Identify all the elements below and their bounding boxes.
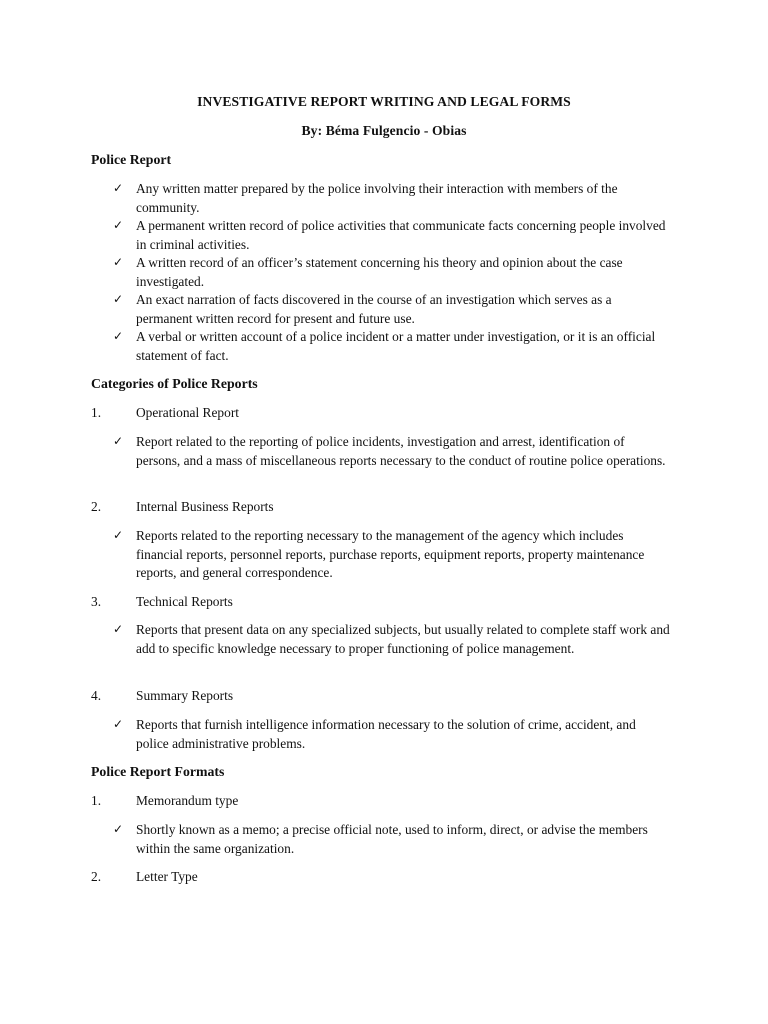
item-number: 3. bbox=[91, 594, 102, 609]
section-heading-police-report: Police Report bbox=[91, 152, 172, 167]
item-label: Letter Type bbox=[136, 869, 198, 884]
bullet-text: A verbal or written account of a police incident or a matter under investigation, or it is an official statement of fact. bbox=[136, 329, 656, 363]
police-report-bullet-list bbox=[111, 180, 671, 365]
bullet-text: An exact narration of facts discovered in the course of an investigation which serves as a permanent written record for present and future use. bbox=[136, 292, 612, 326]
list-item bbox=[111, 716, 671, 753]
section-heading-categories: Categories of Police Reports bbox=[91, 376, 258, 391]
item-label: Summary Reports bbox=[136, 688, 234, 703]
bullet-text: A written record of an officer’s statement concerning his theory and opinion about the case investigated. bbox=[136, 255, 623, 289]
check-icon: ✓ bbox=[112, 717, 124, 731]
list-item bbox=[111, 217, 671, 254]
bullet-text: A permanent written record of police activities that communicate facts concerning people involved in criminal activities. bbox=[136, 218, 666, 252]
item-label: Technical Reports bbox=[136, 594, 233, 609]
list-item bbox=[111, 328, 671, 365]
check-icon: ✓ bbox=[112, 622, 124, 636]
item-number: 1. bbox=[91, 405, 102, 420]
document-author: By: Béma Fulgencio - Obias bbox=[301, 123, 467, 138]
bullet-text: Reports that present data on any specialized subjects, but usually related to complete staff work and add to specific knowledge necessary to proper functioning of police management. bbox=[136, 622, 670, 656]
category-4-bullet-list bbox=[111, 716, 671, 753]
item-number: 2. bbox=[91, 499, 102, 514]
check-icon: ✓ bbox=[112, 181, 124, 195]
format-1-bullet-list bbox=[111, 821, 671, 858]
list-item bbox=[111, 527, 671, 583]
check-icon: ✓ bbox=[112, 292, 124, 306]
item-label: Internal Business Reports bbox=[136, 499, 274, 514]
check-icon: ✓ bbox=[112, 434, 124, 448]
list-item bbox=[111, 291, 671, 328]
check-icon: ✓ bbox=[112, 255, 124, 269]
bullet-text: Reports related to the reporting necessary to the management of the agency which includes financial reports, personnel reports, purchase reports, equipment reports, property maintenance reports, and general correspondence. bbox=[136, 528, 645, 580]
bullet-text: Report related to the reporting of police incidents, investigation and arrest, identification of persons, and a mass of miscellaneous reports necessary to the conduct of routine police operations. bbox=[136, 434, 666, 468]
item-label: Memorandum type bbox=[136, 793, 239, 808]
item-number: 4. bbox=[91, 688, 102, 703]
bullet-text: Any written matter prepared by the police involving their interaction with members of the community. bbox=[136, 181, 618, 215]
section-heading-formats: Police Report Formats bbox=[91, 764, 225, 779]
list-item bbox=[111, 254, 671, 291]
list-item bbox=[111, 821, 671, 858]
bullet-text: Shortly known as a memo; a precise official note, used to inform, direct, or advise the members within the same organization. bbox=[136, 822, 648, 856]
list-item bbox=[111, 180, 671, 217]
list-item bbox=[111, 433, 671, 470]
check-icon: ✓ bbox=[112, 822, 124, 836]
item-number: 1. bbox=[91, 793, 102, 808]
category-3-bullet-list bbox=[111, 621, 671, 658]
check-icon: ✓ bbox=[112, 329, 124, 343]
document-title: INVESTIGATIVE REPORT WRITING AND LEGAL FORMS bbox=[197, 94, 571, 109]
check-icon: ✓ bbox=[112, 528, 124, 542]
list-item bbox=[111, 621, 671, 658]
item-number: 2. bbox=[91, 869, 102, 884]
category-1-bullet-list bbox=[111, 433, 671, 470]
category-2-bullet-list bbox=[111, 527, 671, 583]
check-icon: ✓ bbox=[112, 218, 124, 232]
item-label: Operational Report bbox=[136, 405, 239, 420]
bullet-text: Reports that furnish intelligence information necessary to the solution of crime, accident, and police administrative problems. bbox=[136, 717, 636, 751]
